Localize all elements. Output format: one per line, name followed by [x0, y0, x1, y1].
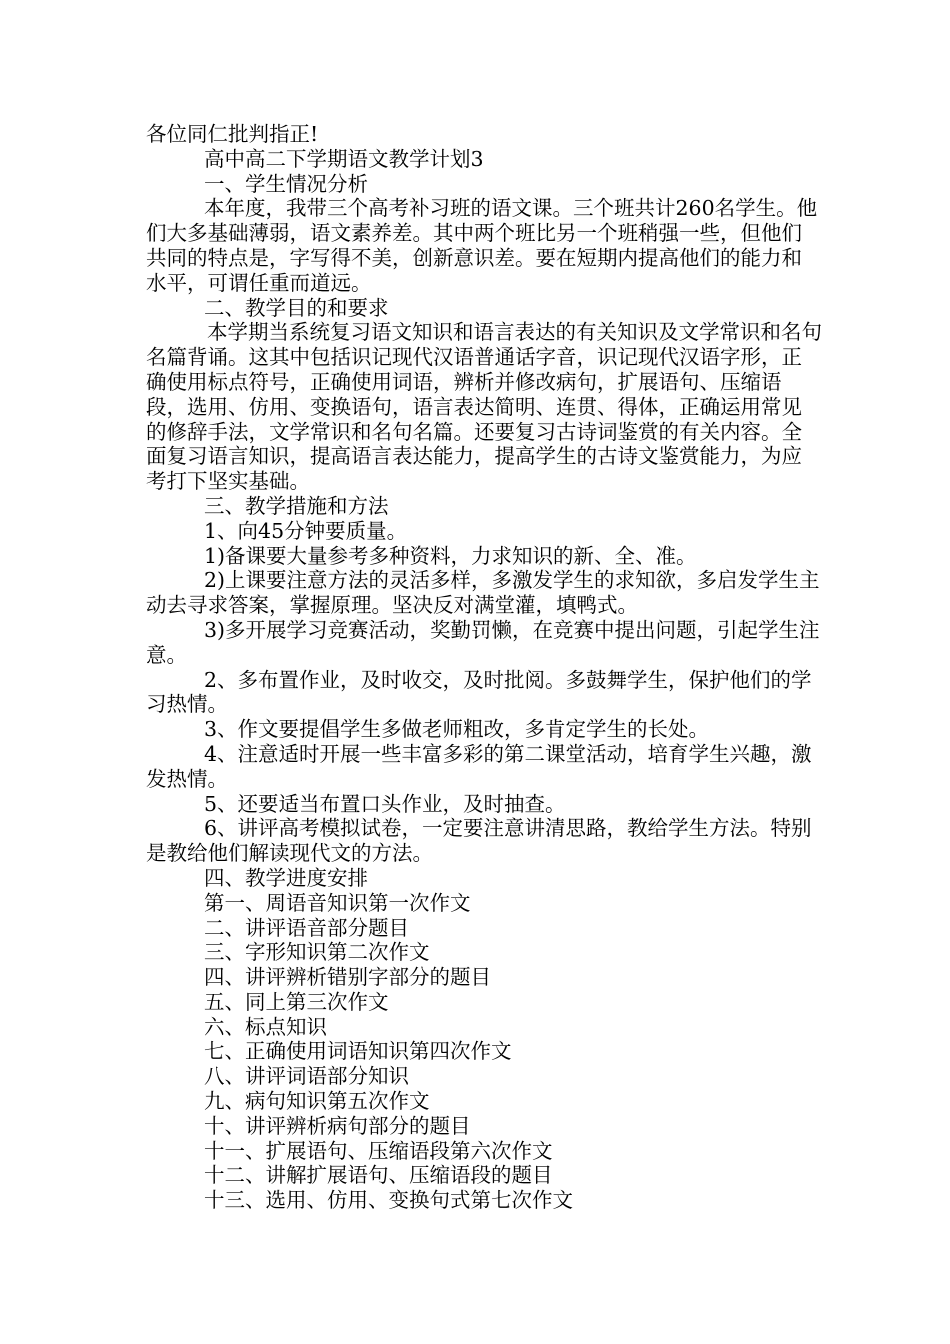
- schedule-item: 二、讲评语音部分题目: [204, 915, 409, 940]
- paragraph: 本学期当系统复习语文知识和语言表达的有关知识及文学常识和名句名篇背诵。这其中包括识记现代汉语普通话字音，识记现代汉语字形，正确使用标点符号，正确使用词语，辨析并修改病句，扩展语句、压缩语段，选用、仿用、变换语句，语言表达简明、连贯、得体，正确运用常见的修辞手法，文学常识和名句名篇。还要复习古诗词鉴赏的有关内容。全面复习语言知识，提高语言表达能力，提高学生的古诗文鉴赏能力，为应考打下坚实基础。: [146, 320, 822, 494]
- schedule-item: 六、标点知识: [204, 1014, 327, 1039]
- section-heading: 二、教学目的和要求: [204, 295, 389, 320]
- paragraph: 各位同仁批判指正!: [146, 122, 319, 146]
- schedule-item: 十三、选用、仿用、变换句式第七次作文: [204, 1188, 573, 1213]
- list-item: 2、多布置作业，及时收交，及时批阅。多鼓舞学生，保护他们的学习热情。: [146, 667, 812, 717]
- schedule-item: 十、讲评辨析病句部分的题目: [204, 1113, 471, 1138]
- section-heading: 四、教学进度安排: [204, 865, 368, 890]
- list-item: 5、还要适当布置口头作业，及时抽查。: [204, 791, 566, 816]
- list-item: 4、注意适时开展一些丰富多彩的第二课堂活动，培育学生兴趣，激发热情。: [146, 741, 812, 791]
- schedule-item: 八、讲评词语部分知识: [204, 1064, 409, 1089]
- document-body: [146, 122, 822, 1213]
- schedule-item: 七、正确使用词语知识第四次作文: [204, 1039, 512, 1064]
- list-item: 1、向45分钟要质量。: [204, 518, 408, 543]
- list-item: 1)备课要大量参考多种资料，力求知识的新、全、准。: [204, 543, 697, 568]
- list-item: 2)上课要注意方法的灵活多样，多激发学生的求知欲，多启发学生主动去寻求答案，掌握原理。坚决反对满堂灌，填鸭式。: [146, 568, 820, 618]
- list-item: 3、作文要提倡学生多做老师粗改，多肯定学生的长处。: [204, 717, 710, 742]
- schedule-item: 九、病句知识第五次作文: [204, 1089, 430, 1114]
- list-item: 6、讲评高考模拟试卷，一定要注意讲清思路，教给学生方法。特别是教给他们解读现代文的方法。: [146, 816, 812, 866]
- schedule-item: 第一、周语音知识第一次作文: [204, 890, 471, 915]
- section-heading: 三、教学措施和方法: [204, 493, 389, 518]
- section-heading: 一、学生情况分析: [204, 171, 368, 196]
- schedule-item: 四、讲评辨析错别字部分的题目: [204, 965, 491, 990]
- schedule-item: 十二、讲解扩展语句、压缩语段的题目: [204, 1163, 553, 1188]
- schedule-item: 十一、扩展语句、压缩语段第六次作文: [204, 1138, 553, 1163]
- paragraph: 本年度，我带三个高考补习班的语文课。三个班共计260名学生。他们大多基础薄弱，语文素养差。其中两个班比另一个班稍强一些，但他们共同的特点是，字写得不美，创新意识差。要在短期内提高他们的能力和水平，可谓任重而道远。: [146, 196, 818, 295]
- plan-title: 高中高二下学期语文教学计划3: [204, 146, 484, 171]
- schedule-item: 三、字形知识第二次作文: [204, 940, 430, 965]
- list-item: 3)多开展学习竞赛活动，奖勤罚懒，在竞赛中提出问题，引起学生注意。: [146, 617, 820, 667]
- schedule-item: 五、同上第三次作文: [204, 989, 389, 1014]
